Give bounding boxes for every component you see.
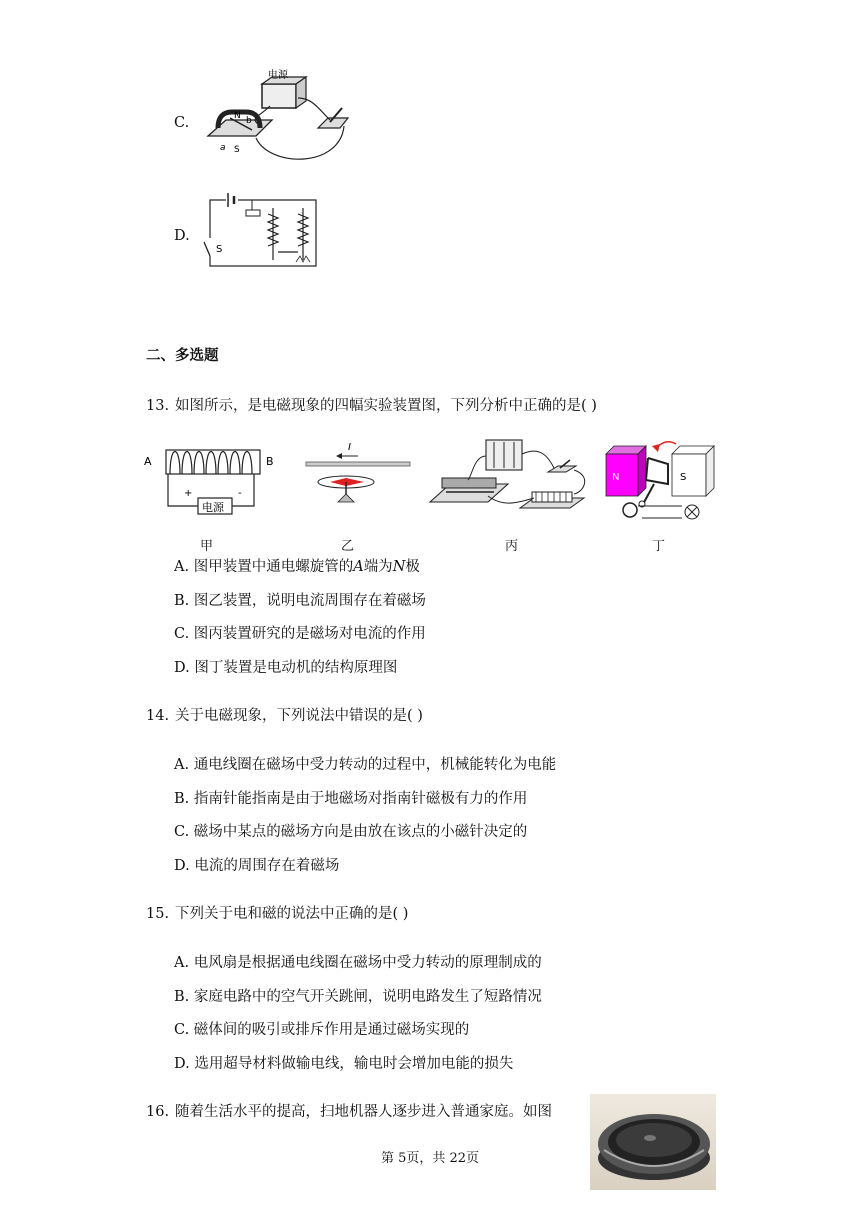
- section-title: 二、多选题: [146, 347, 219, 364]
- label-b: b: [246, 116, 252, 126]
- option-letter: C.: [174, 626, 190, 642]
- page-footer: 第 5页，共 22页: [380, 1151, 480, 1166]
- option-letter: A.: [174, 559, 190, 575]
- label-s: S: [680, 472, 687, 483]
- label-a: A: [144, 455, 152, 468]
- option-letter: C.: [174, 1022, 190, 1038]
- option-letter: D.: [174, 660, 190, 676]
- figure-yi-oersted: [302, 438, 414, 508]
- current-label: I: [348, 442, 351, 453]
- italic-var: A: [353, 559, 364, 575]
- option-text: 图甲装置中通电螺旋管的: [193, 559, 354, 575]
- option-text: 磁体间的吸引或排斥作用是通过磁场实现的: [193, 1022, 470, 1038]
- option-letter: D.: [174, 1056, 190, 1072]
- figure-ding-generator: [602, 434, 724, 526]
- option-a: [174, 755, 556, 775]
- option-text: 极: [405, 559, 420, 575]
- power-label: 电源: [202, 501, 224, 514]
- option-letter: A.: [174, 955, 190, 971]
- figure-d-circuit: [200, 190, 326, 272]
- option-c: [174, 822, 527, 842]
- option-c: [174, 624, 426, 644]
- option-text: 端为: [363, 559, 393, 575]
- label-a: a: [220, 143, 226, 153]
- label-b: B: [266, 455, 274, 468]
- figure-caption: 丁: [652, 539, 666, 554]
- figure-caption: 乙: [341, 539, 355, 554]
- option-c: [174, 1020, 469, 1040]
- option-text: 图乙装置，说明电流周围存在着磁场: [193, 593, 426, 609]
- option-d: [174, 658, 397, 678]
- switch-label: S: [216, 244, 223, 255]
- option-letter: D.: [174, 858, 190, 874]
- option-d: [174, 1054, 513, 1074]
- option-text: 磁场中某点的磁场方向是由放在该点的小磁针决定的: [193, 824, 528, 840]
- option-b: [174, 591, 426, 611]
- figure-caption: 甲: [200, 539, 214, 554]
- option-letter: C.: [174, 824, 190, 840]
- option-b: [174, 789, 527, 809]
- option-letter: C.: [174, 115, 190, 131]
- label-s: S: [234, 145, 240, 155]
- question-stem: 关于电磁现象，下列说法中错误的是( ): [175, 708, 423, 724]
- question-stem: 随着生活水平的提高，扫地机器人逐步进入普通家庭。如图: [175, 1104, 552, 1120]
- option-letter: D.: [174, 228, 190, 244]
- option-a: [174, 557, 420, 577]
- option-text: 电风扇是根据通电线圈在磁场中受力转动的原理制成的: [193, 955, 542, 971]
- option-text: 图丙装置研究的是磁场对电流的作用: [193, 626, 426, 642]
- figure-c-circuit: [200, 68, 352, 168]
- label-n: N: [612, 472, 620, 483]
- question-number: 16.: [146, 1104, 170, 1120]
- question-number: 15.: [146, 906, 170, 922]
- option-letter: A.: [174, 757, 190, 773]
- option-text: 家庭电路中的空气开关跳闸，说明电路发生了短路情况: [193, 989, 542, 1005]
- question-stem: 如图所示，是电磁现象的四幅实验装置图，下列分析中正确的是( ): [175, 398, 597, 414]
- option-letter: B.: [174, 989, 190, 1005]
- minus-sign: -: [238, 488, 242, 499]
- question-number: 14.: [146, 708, 170, 724]
- option-text: 指南针能指南是由于地磁场对指南针磁极有力的作用: [193, 791, 528, 807]
- option-text: 通电线圈在磁场中受力转动的过程中，机械能转化为电能: [193, 757, 557, 773]
- italic-var: N: [392, 559, 406, 575]
- option-letter: B.: [174, 791, 190, 807]
- option-d: [174, 856, 339, 876]
- option-a: [174, 953, 542, 973]
- figure-caption: 丙: [505, 539, 519, 554]
- option-text: 选用超导材料做输电线，输电时会增加电能的损失: [194, 1056, 514, 1072]
- option-text: 图丁装置是电动机的结构原理图: [194, 660, 398, 676]
- question-stem: 下列关于电和磁的说法中正确的是( ): [175, 906, 409, 922]
- power-label: 电源: [268, 70, 288, 81]
- plus-sign: +: [184, 488, 193, 499]
- question-number: 13.: [146, 398, 170, 414]
- option-letter: B.: [174, 593, 190, 609]
- label-n: N: [234, 111, 241, 121]
- option-text: 电流的周围存在着磁场: [194, 858, 340, 874]
- figure-jia-solenoid: [142, 440, 282, 520]
- option-b: [174, 987, 542, 1007]
- robot-vacuum-image: [590, 1094, 716, 1190]
- figure-bing-apparatus: [424, 436, 596, 516]
